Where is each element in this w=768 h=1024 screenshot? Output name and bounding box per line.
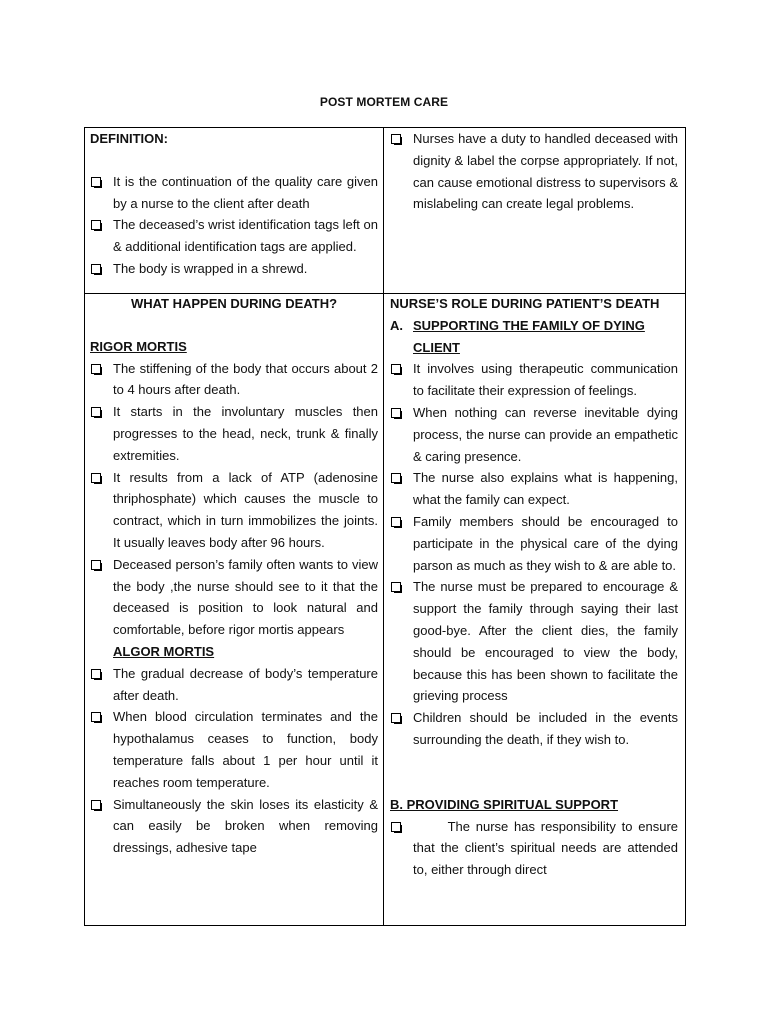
checkbox-bullet-icon — [91, 364, 101, 374]
checkbox-bullet-icon — [91, 560, 101, 570]
nurse-duty-cell — [390, 128, 678, 215]
family-support-list — [390, 358, 678, 750]
list-item: It involves using therapeutic communication to facilitate their expression of feelings. — [390, 358, 678, 402]
section-a-heading — [390, 315, 678, 359]
rigor-mortis-heading: RIGOR MORTIS — [90, 338, 187, 354]
list-item: When blood circulation terminates and the hypothalamus ceases to function, body temperature falls about 1 per hour until it reaches room temperature. — [90, 706, 378, 793]
definition-list — [90, 171, 378, 280]
list-item: When nothing can reverse inevitable dying process, the nurse can provide an empathetic & caring presence. — [390, 402, 678, 467]
list-item: Simultaneously the skin loses its elasticity & can easily be broken when removing dressings, adhesive tape — [90, 794, 378, 859]
list-item: It results from a lack of ATP (adenosine thriphosphate) which causes the muscle to contract, which in turn immobilizes the joints. It usually leaves body after 96 hours. — [90, 467, 378, 554]
checkbox-bullet-icon — [391, 713, 401, 723]
checkbox-bullet-icon — [391, 364, 401, 374]
checkbox-bullet-icon — [391, 473, 401, 483]
death-heading: WHAT HAPPEN DURING DEATH? — [130, 296, 338, 311]
list-item: The nurse must be prepared to encourage & support the family through saying their last good-bye. After the client dies, the family should be encouraged to view the body, because this has been shown to facilitate the grieving process — [390, 576, 678, 707]
section-b-heading: B. PROVIDING SPIRITUAL SUPPORT — [390, 796, 619, 812]
checkbox-bullet-icon — [91, 669, 101, 679]
checkbox-bullet-icon — [91, 220, 101, 230]
list-item: The gradual decrease of body’s temperature after death. — [90, 663, 378, 707]
death-cell — [90, 293, 378, 859]
nurse-role-cell — [390, 293, 682, 881]
algor-mortis-list — [90, 663, 378, 859]
checkbox-bullet-icon — [391, 517, 401, 527]
checkbox-bullet-icon — [91, 712, 101, 722]
list-item: The body is wrapped in a shrewd. — [90, 258, 378, 280]
section-a-letter: A. — [390, 317, 403, 333]
spacer — [90, 150, 378, 171]
algor-mortis-heading: ALGOR MORTIS — [113, 643, 215, 659]
spacer — [390, 751, 678, 794]
section-a-title: SUPPORTING THE FAMILY OF DYING CLIENT — [413, 317, 645, 355]
list-item: The nurse has responsibility to ensure that the client’s spiritual needs are attended to, either through direct — [390, 816, 678, 881]
list-item: The stiffening of the body that occurs about 2 to 4 hours after death. — [90, 358, 378, 402]
spiritual-support-list — [390, 816, 682, 881]
list-item: Nurses have a duty to handled deceased with dignity & label the corpse appropriately. If not, can cause emotional distress to supervisors & mislabeling can create legal problems. — [390, 128, 678, 215]
checkbox-bullet-icon — [91, 473, 101, 483]
checkbox-bullet-icon — [391, 408, 401, 418]
checkbox-bullet-icon — [391, 582, 401, 592]
list-item: It starts in the involuntary muscles then progresses to the head, neck, trunk & finally extremities. — [90, 401, 378, 466]
nurse-role-heading: NURSE’S ROLE DURING PATIENT’S DEATH — [390, 296, 660, 311]
checkbox-bullet-icon — [391, 822, 401, 832]
checkbox-bullet-icon — [91, 407, 101, 417]
checkbox-bullet-icon — [91, 800, 101, 810]
rigor-mortis-list — [90, 358, 378, 641]
list-item: It is the continuation of the quality care given by a nurse to the client after death — [90, 171, 378, 215]
definition-heading: DEFINITION: — [90, 131, 168, 146]
checkbox-bullet-icon — [91, 177, 101, 187]
checkbox-bullet-icon — [391, 134, 401, 144]
list-item: The deceased’s wrist identification tags left on & additional identification tags are applied. — [90, 214, 378, 258]
list-item: Family members should be encouraged to participate in the physical care of the dying parson as much as they wish to & are able to. — [390, 511, 678, 576]
list-item: Deceased person’s family often wants to view the body ,the nurse should see to it that the deceased is position to look natural and comfortable, before rigor mortis appears — [90, 554, 378, 641]
list-item: The nurse also explains what is happening, what the family can expect. — [390, 467, 678, 511]
checkbox-bullet-icon — [91, 264, 101, 274]
column-divider — [383, 127, 384, 926]
nurse-duty-list — [390, 128, 678, 215]
list-item: Children should be included in the events surrounding the death, if they wish to. — [390, 707, 678, 751]
definition-cell — [90, 128, 378, 280]
spacer — [90, 315, 378, 336]
page-title: POST MORTEM CARE — [319, 95, 449, 109]
